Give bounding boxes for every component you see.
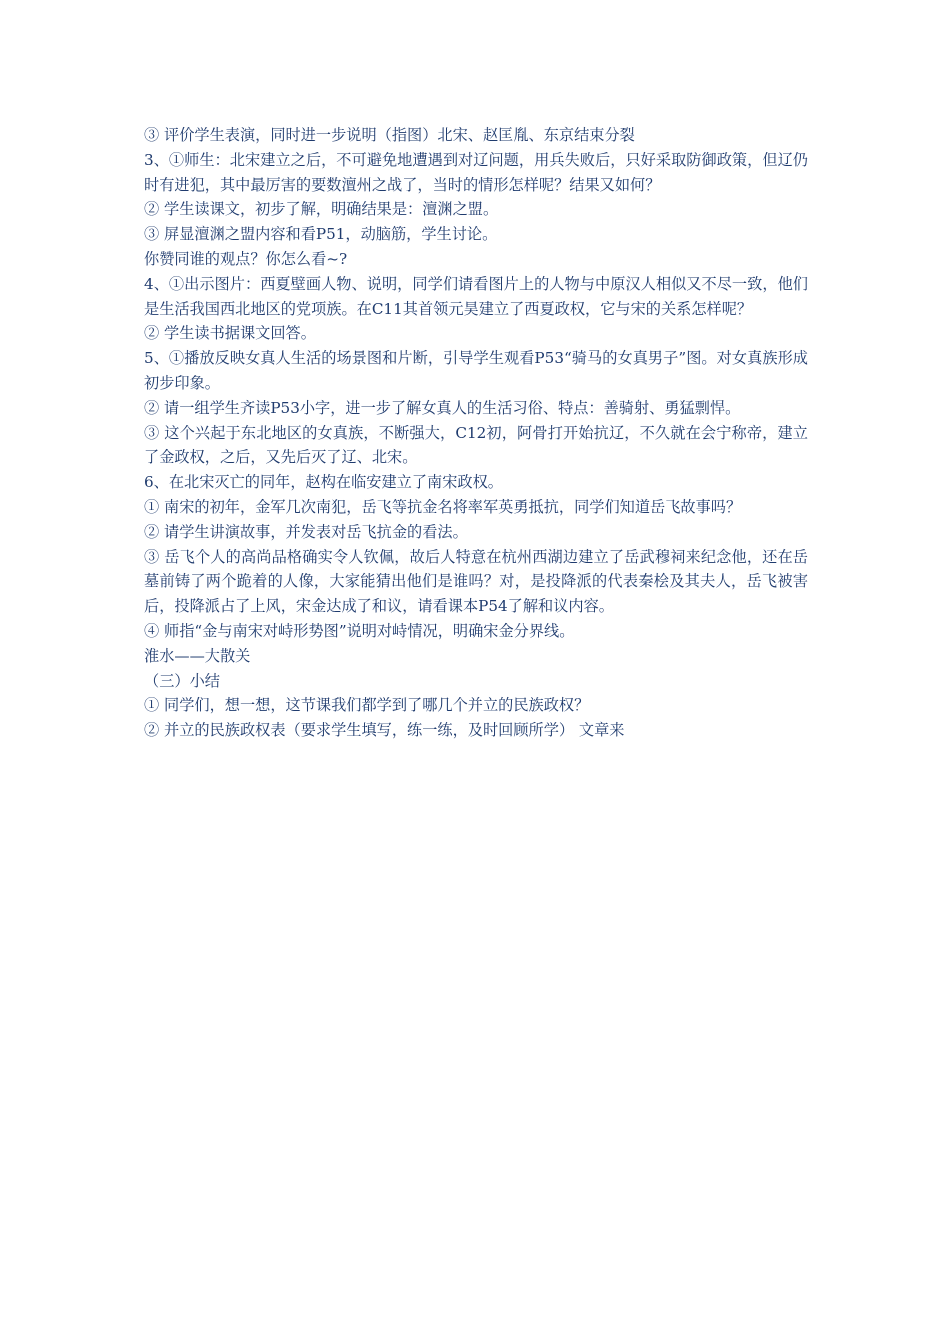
paragraph-read-answer: ② 学生读书据课文回答。 [144, 324, 316, 343]
paragraph-your-opinion: 你赞同谁的观点？你怎么看~? [144, 249, 348, 268]
paragraph-jurchen-scenes: 5、①播放反映女真人生活的场景图和片断，引导学生观看P53“骑马的女真男子”图。对女真族形成初步印象。 [144, 349, 808, 392]
paragraph-regime-table: ② 并立的民族政权表（要求学生填写，练一练，及时回顾所学） 文章来 [144, 721, 625, 740]
document-body [144, 123, 808, 743]
paragraph-liao-question: 3、①师生：北宋建立之后，不可避免地遭遇到对辽问题，用兵失败后，只好采取防御政策，但辽仍时有进犯，其中最厉害的要数澶州之战了，当时的情形怎样呢？结果又如何？ [144, 150, 808, 194]
paragraph-yue-fei-story: ② 请学生讲演故事，并发表对岳飞抗金的看法。 [144, 522, 468, 541]
paragraph-read-text-chanyuan: ② 学生读课文，初步了解，明确结果是：澶渊之盟。 [144, 200, 499, 219]
paragraph-yue-fei-resistance: ① 南宋的初年，金军几次南犯，岳飞等抗金名将率军英勇抵抗，同学们知道岳飞故事吗？ [144, 497, 742, 516]
paragraph-western-xia: 4、①出示图片：西夏壁画人物、说明，同学们请看图片上的人物与中原汉人相似又不尽一致，他们是生活我国西北地区的党项族。在C11其首领元昊建立了西夏政权，它与宋的关系怎样呢？ [144, 274, 808, 318]
paragraph-show-chanyuan-treaty: ③ 屏显澶渊之盟内容和看P51，动脑筋，学生讨论。 [144, 225, 498, 244]
paragraph-jin-founding: ③ 这个兴起于东北地区的女真族，不断强大，C12初，阿骨打开始抗辽，不久就在会宁称帝，建立了金政权，之后，又先后灭了辽、北宋。 [144, 423, 808, 467]
paragraph-southern-song: 6、在北宋灭亡的同年，赵构在临安建立了南宋政权。 [144, 473, 503, 492]
paragraph-confrontation-map: ④ 师指“金与南宋对峙形势图”说明对峙情况，明确宋金分界线。 [144, 621, 575, 640]
paragraph-summary-question: ① 同学们，想一想，这节课我们都学到了哪几个并立的民族政权？ [144, 696, 590, 715]
section-heading-summary: （三）小结 [144, 671, 220, 690]
paragraph-boundary-line: 淮水——大散关 [144, 646, 251, 665]
paragraph-evaluate-performance: ③ 评价学生表演，同时进一步说明（指图）北宋、赵匡胤、东京结束分裂 [144, 126, 635, 144]
paragraph-jurchen-customs: ② 请一组学生齐读P53小字，进一步了解女真人的生活习俗、特点：善骑射、勇猛剽悍。 [144, 398, 741, 417]
paragraph-yue-fei-temple: ③ 岳飞个人的高尚品格确实令人钦佩，故后人特意在杭州西湖边建立了岳武穆祠来纪念他，还在岳墓前铸了两个跪着的人像，大家能猜出他们是谁吗？对，是投降派的代表秦桧及其夫人，岳飞被害后，投降派占了上风，宋金达成了和议，请看课本P54了解和议内容。 [144, 547, 808, 616]
